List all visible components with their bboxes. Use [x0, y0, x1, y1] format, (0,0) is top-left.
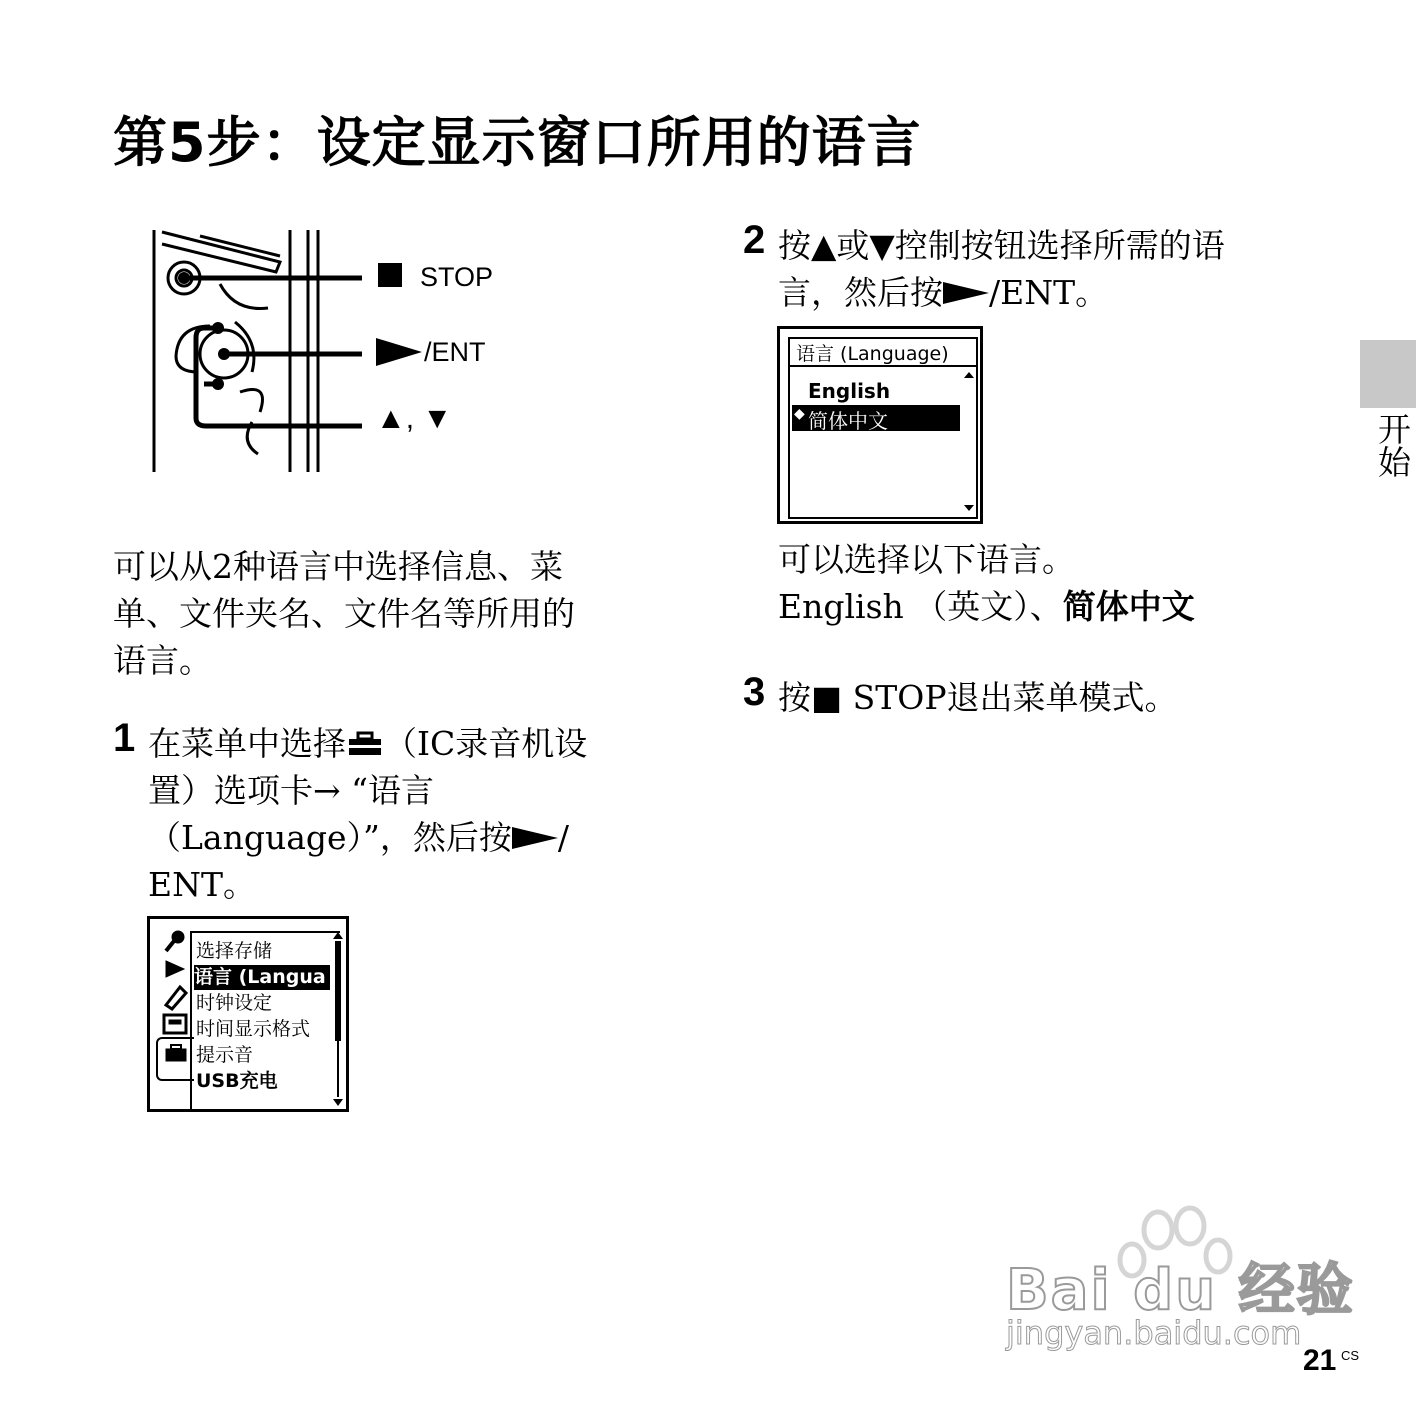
side-tab-label: 开始 [1373, 412, 1412, 478]
stop-label: STOP [420, 262, 494, 292]
updown-label: ▲, ▼ [376, 402, 453, 435]
step3-number: 3 [743, 670, 766, 714]
language-option-chinese: 简体中文 [808, 409, 888, 433]
page-number: 21 [1303, 1344, 1337, 1377]
ent-label: /ENT [424, 337, 486, 367]
diamond-marker-icon: ◆ [794, 406, 805, 422]
step1-number: 1 [113, 716, 136, 760]
menu-item[interactable]: 提示音 [196, 1044, 254, 1066]
page-title: 第5步：设定显示窗口所用的语言 [113, 111, 922, 174]
page-suffix: CS [1341, 1348, 1360, 1363]
play-triangle-icon [376, 338, 422, 366]
step1-line-3b: / [557, 818, 570, 857]
play-tab-icon [166, 961, 184, 977]
menu-list [190, 931, 340, 1111]
step1-text [148, 720, 587, 908]
intro-line-3: 语言。 [113, 641, 212, 680]
play-triangle-icon [512, 825, 558, 851]
pencil-icon [166, 987, 186, 1009]
play-triangle-icon [943, 280, 989, 306]
step2-number: 2 [743, 218, 766, 262]
scrollbar[interactable] [332, 931, 344, 1107]
watermark-brand: Bai du 经验 [1006, 1258, 1355, 1323]
step3-text: 按■ STOP退出菜单模式。 [778, 678, 1178, 717]
menu-screen-display [147, 916, 349, 1112]
step1-line-2: 置）选项卡→ “语言 [148, 771, 435, 810]
menu-item[interactable]: 选择存储 [196, 940, 273, 962]
watermark-url: jingyan.baidu.com [1006, 1314, 1302, 1352]
step2-text [778, 222, 1225, 316]
language-option-english[interactable]: English [808, 379, 891, 403]
menu-item[interactable]: 时间显示格式 [196, 1018, 311, 1040]
step2-line-2a: 言，然后按 [778, 273, 943, 312]
menu-item[interactable]: 时钟设定 [196, 992, 273, 1014]
step1-line-4: ENT。 [148, 865, 256, 904]
intro-line-1: 可以从2种语言中选择信息、菜 [113, 547, 563, 586]
step2-line-2b: /ENT。 [989, 273, 1109, 312]
language-option-selected[interactable] [792, 405, 960, 431]
side-tab-marker [1360, 340, 1416, 408]
options-line-2b: 简体中文 [1062, 587, 1195, 626]
intro-line-2: 单、文件夹名、文件名等所用的 [113, 594, 575, 633]
step1-line-3: （Language）”，然后按 [148, 818, 512, 857]
step1-line-1b: （IC录音机设 [384, 724, 588, 763]
language-list [788, 337, 978, 519]
options-line-2a: English （英文）、 [778, 587, 1063, 626]
language-screen-title: 语言 (Language) [796, 343, 949, 365]
menu-item[interactable]: USB充电 [196, 1070, 278, 1092]
step1-line-1a: 在菜单中选择 [148, 724, 346, 763]
stop-square-icon [378, 263, 402, 287]
scroll-indicator [964, 371, 974, 513]
options-line-1: 可以选择以下语言。 [778, 540, 1075, 579]
language-options-text [778, 536, 1195, 630]
step2-line-1: 按▲或▼控制按钮选择所需的语 [778, 226, 1225, 265]
menu-item-selected[interactable]: 语言 (Langua [194, 965, 330, 990]
intro-paragraph [113, 543, 575, 684]
toolbox-icon [348, 731, 382, 757]
language-screen-display [777, 326, 983, 524]
